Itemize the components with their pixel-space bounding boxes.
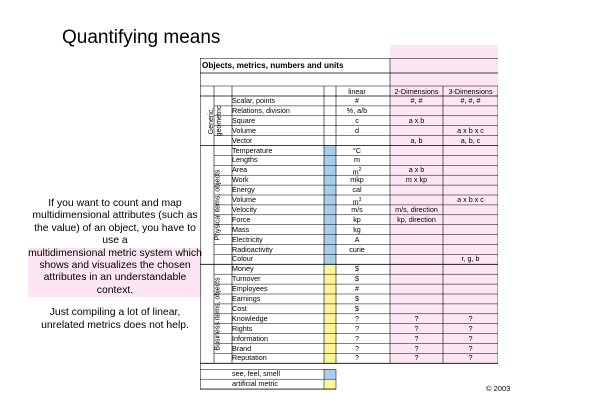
dim2-value: ?	[414, 323, 419, 333]
dim3-value: ?	[468, 323, 473, 333]
dim2-value: m x kp	[405, 175, 428, 185]
row-label: Earnings	[232, 294, 261, 303]
dim3-value: a, b, c	[460, 135, 481, 145]
row-label: Lengths	[232, 155, 258, 165]
dim2-value: a, b	[410, 135, 423, 145]
dim2-value: ?	[414, 343, 419, 353]
dim3-value: #, #, #	[460, 96, 481, 105]
linear-value: cal	[352, 185, 362, 195]
dim3-value: ?	[468, 313, 473, 323]
linear-value: %, a/b	[346, 105, 368, 115]
linear-value: °C	[352, 145, 362, 155]
linear-value: #	[355, 284, 359, 294]
dim2-value: ?	[414, 333, 419, 343]
group-label: Generic, geometric	[208, 105, 223, 137]
row-label: Relations, division	[232, 105, 290, 115]
page-title: Quantifying means	[62, 27, 221, 48]
row-label: Electricity	[232, 234, 263, 244]
dim3-value: a x b x c	[457, 195, 484, 204]
linear-value: A	[354, 234, 360, 244]
linear-value: $	[355, 303, 359, 313]
linear-value: ?	[355, 323, 359, 333]
dim2-value: ?	[414, 313, 419, 323]
row-label: Knowledge	[232, 313, 268, 323]
linear-value: ?	[355, 333, 359, 343]
dim2-value: a x b	[408, 165, 425, 175]
group-label: Business items, objects	[214, 277, 221, 351]
linear-value: m	[354, 155, 360, 165]
row-label: Temperature	[232, 145, 273, 155]
row-color-swatch	[324, 254, 336, 264]
row-label: Rights	[232, 323, 253, 333]
legend-swatch	[324, 379, 336, 389]
row-label: Energy	[232, 185, 255, 195]
row-label: Vector	[232, 135, 253, 145]
explanation-paragraph-1: If you want to count and map multidimensional attributes (such as the value) of an object, you have to use a multidimensional metric system which shows and visualizes the chosen attributes in an understandable context.	[28, 198, 202, 296]
row-label: Square	[232, 115, 256, 125]
copyright: © 2003	[486, 384, 511, 393]
row-label: Area	[232, 165, 248, 175]
row-label: Information	[232, 333, 268, 343]
highlighted-text: multidimensional metric system which shows and visualizes the chosen attributes in an understandable context.	[28, 247, 202, 296]
row-label: Volume	[232, 195, 256, 204]
column-header-2d: 2-Dimensions	[394, 87, 439, 96]
row-label: Colour	[232, 254, 254, 264]
linear-value: $	[355, 264, 359, 274]
column-header-linear: linear	[348, 87, 366, 96]
linear-value: ?	[355, 313, 359, 323]
pink-header-band	[390, 45, 498, 58]
column-header-3d: 3-Dimensions	[448, 87, 493, 96]
group-label: Physical items, objects	[214, 169, 222, 241]
linear-value: d	[355, 125, 359, 135]
linear-value: ?	[355, 353, 359, 363]
dim3-value: ?	[468, 333, 473, 343]
linear-value: #	[355, 96, 359, 105]
dim2-value: kp, direction	[397, 214, 436, 224]
table-header: Objects, metrics, numbers and units	[202, 61, 344, 70]
row-label: Scalar, points	[232, 96, 276, 105]
row-label: Reputation	[232, 353, 267, 363]
linear-value: $m^2$	[352, 167, 362, 176]
linear-value: $	[355, 274, 359, 284]
dim3-value: a x b x c	[457, 125, 484, 135]
dim3-value: ?	[468, 343, 473, 353]
linear-value: ?	[355, 343, 359, 353]
explanation-paragraph-2: Just compiling a lot of linear, unrelated metrics does not help.	[41, 307, 189, 331]
row-label: Money	[232, 264, 254, 274]
dim2-value: m/s, direction	[395, 204, 438, 214]
row-label: Work	[232, 175, 249, 185]
row-label: Brand	[232, 343, 252, 353]
linear-value: $m^3$	[352, 197, 362, 205]
dim2-value: #, #	[410, 96, 423, 105]
row-label: Radioactivity	[232, 244, 273, 254]
row-label: Force	[232, 214, 251, 224]
row-label: Cost	[232, 303, 247, 313]
linear-value: $	[355, 294, 359, 303]
legend-label: see, feel, smell	[232, 369, 280, 379]
linear-value: kg	[353, 224, 361, 234]
row-label: Turnover	[232, 274, 261, 284]
dim3-value: r, g, b	[461, 254, 480, 264]
row-label: Velocity	[232, 204, 257, 214]
linear-value: kp	[353, 214, 361, 224]
metrics-table	[200, 58, 498, 394]
legend-swatch	[324, 369, 336, 379]
row-label: Employees	[232, 284, 268, 294]
linear-value: mkp	[350, 175, 364, 185]
linear-value: curie	[349, 244, 365, 254]
dim2-value: a x b	[408, 115, 425, 125]
linear-value: m/s	[351, 204, 363, 214]
explanation-text	[28, 198, 202, 332]
legend-label: artificial metric	[232, 379, 278, 389]
dim2-value: ?	[414, 353, 419, 363]
row-label: Mass	[232, 224, 250, 234]
row-label: Volume	[232, 125, 256, 135]
linear-value: c	[355, 115, 359, 125]
dim3-value: ?	[468, 353, 473, 363]
